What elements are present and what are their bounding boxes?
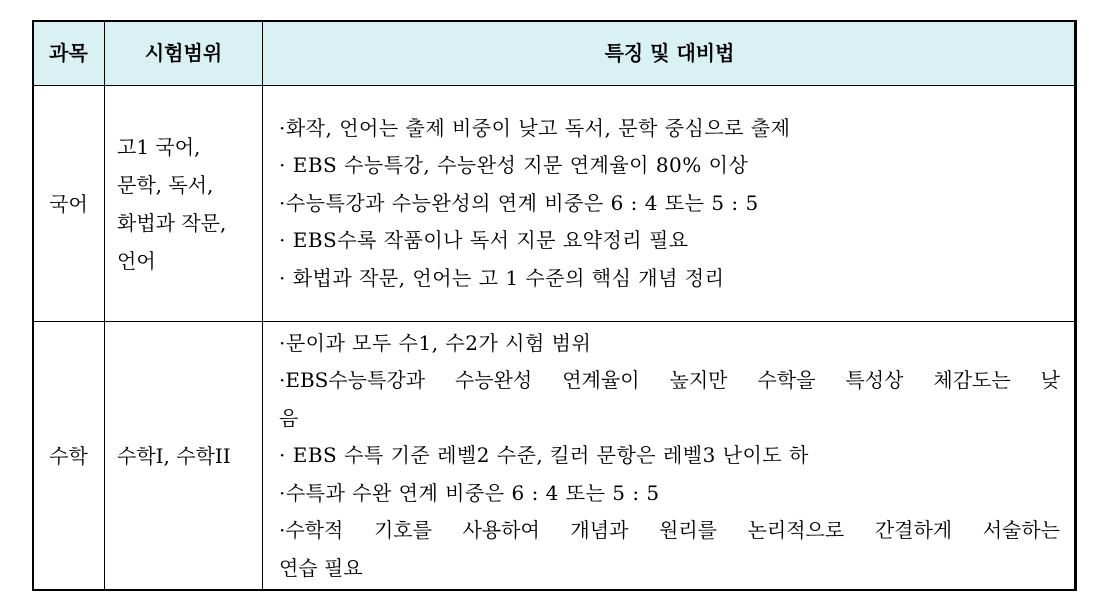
- range-line: 수학I, 수학II: [117, 444, 231, 468]
- feature-item: ·문이과 모두 수1, 수2가 시험 범위: [279, 330, 592, 355]
- header-features: 특징 및 대비법: [263, 21, 1077, 86]
- range-line: 화법과 작문,: [117, 210, 227, 235]
- feature-item: ·수능특강과 수능완성의 연계 비중은 6 : 4 또는 5 : 5: [279, 190, 759, 215]
- subject-cell-korean: 국어: [33, 86, 105, 322]
- range-line: 문학, 독서,: [117, 172, 214, 197]
- feature-item: · EBS 수능특강, 수능완성 지문 연계율이 80% 이상: [279, 153, 749, 178]
- header-subject: 과목: [33, 21, 105, 86]
- header-range: 시험범위: [105, 21, 263, 86]
- feature-item: ·화작, 언어는 출제 비중이 낮고 독서, 문학 중심으로 출제: [279, 115, 791, 140]
- feature-item: ·EBS수능특강과 수능완성 연계율이 높지만 수학을 특성상 체감도는 낮: [279, 368, 1060, 393]
- feature-item-continuation: 음: [279, 405, 299, 430]
- range-line: 고1 국어,: [117, 134, 201, 159]
- feature-item: ·수학적 기호를 사용하여 개념과 원리를 논리적으로 간결하게 서술하는: [279, 518, 1060, 543]
- feature-item: · EBS수록 작품이나 독서 지문 요약정리 필요: [279, 228, 689, 253]
- feature-item: · 화법과 작문, 언어는 고 1 수준의 핵심 개념 정리: [279, 265, 725, 290]
- subject-cell-math: 수학: [33, 322, 105, 591]
- range-line: 언어: [117, 248, 156, 273]
- table-outer-border: [32, 20, 1076, 591]
- feature-item: ·수특과 수완 연계 비중은 6 : 4 또는 5 : 5: [279, 480, 660, 505]
- feature-item-continuation: 연습 필요: [279, 555, 363, 580]
- feature-item: · EBS 수특 기준 레벨2 수준, 킬러 문항은 레벨3 난이도 하: [279, 443, 809, 468]
